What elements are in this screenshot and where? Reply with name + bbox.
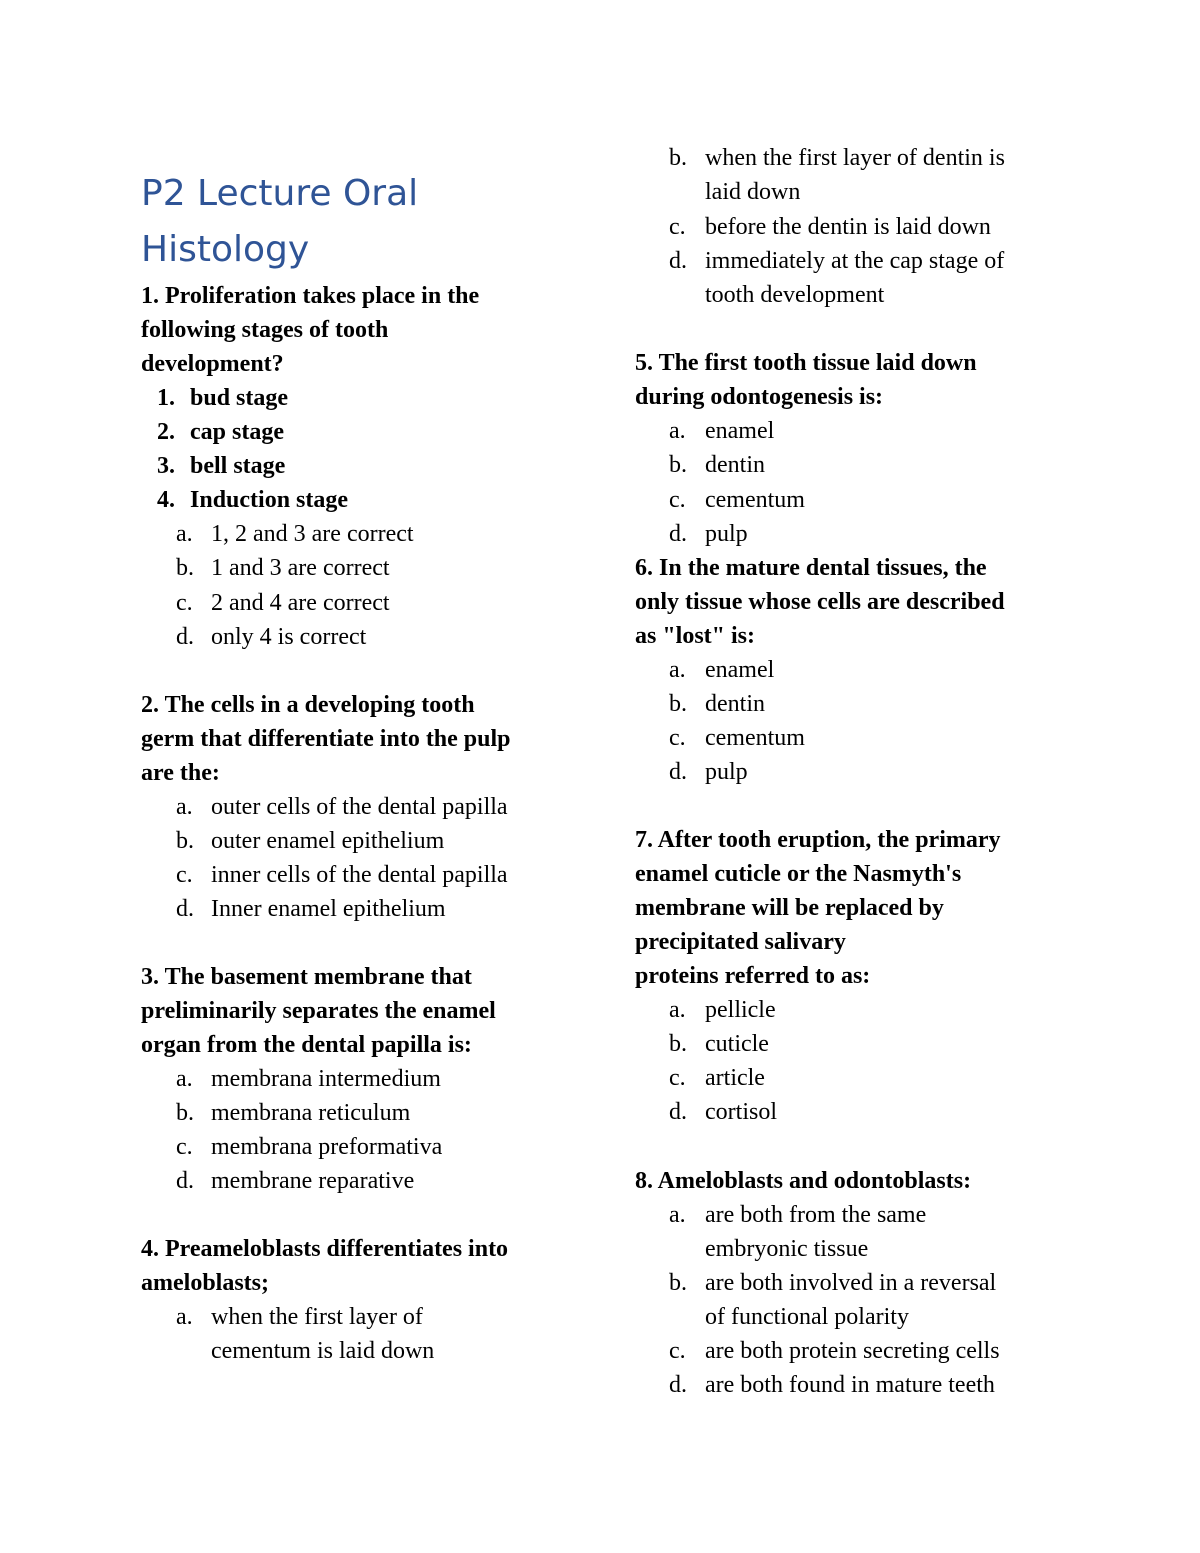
question-7-text: enamel cuticle or the Nasmyth's xyxy=(635,861,962,887)
question-2-text: 2. The cells in a developing tooth xyxy=(141,692,475,718)
question-6-text: only tissue whose cells are described xyxy=(635,589,1005,615)
page-title-line2: Histology xyxy=(141,229,310,270)
page-title: P2 Lecture Oral xyxy=(141,173,419,214)
question-7-text: 7. After tooth eruption, the primary xyxy=(635,827,1001,853)
question-7-text: precipitated salivary xyxy=(635,929,846,955)
question-3-text: organ from the dental papilla is: xyxy=(141,1032,472,1058)
question-5-text: during odontogenesis is: xyxy=(635,384,884,410)
question-1-text: following stages of tooth xyxy=(141,317,389,343)
question-3-text: 3. The basement membrane that xyxy=(141,964,472,990)
question-6-text: as "lost" is: xyxy=(635,623,755,649)
question-6-text: 6. In the mature dental tissues, the xyxy=(635,555,987,581)
question-8-text: 8. Ameloblasts and odontoblasts: xyxy=(635,1168,972,1194)
question-4-text: ameloblasts; xyxy=(141,1270,269,1296)
question-2-text: are the: xyxy=(141,760,220,786)
question-2-text: germ that differentiate into the pulp xyxy=(141,726,511,752)
question-5-text: 5. The first tooth tissue laid down xyxy=(635,350,977,376)
question-1-text: development? xyxy=(141,351,284,377)
question-4-text: 4. Preameloblasts differentiates into xyxy=(141,1236,509,1262)
question-7-text: membrane will be replaced by xyxy=(635,895,944,921)
question-7-text: proteins referred to as: xyxy=(635,963,871,989)
question-3-text: preliminarily separates the enamel xyxy=(141,998,496,1024)
question-1-text: 1. Proliferation takes place in the xyxy=(141,283,480,309)
